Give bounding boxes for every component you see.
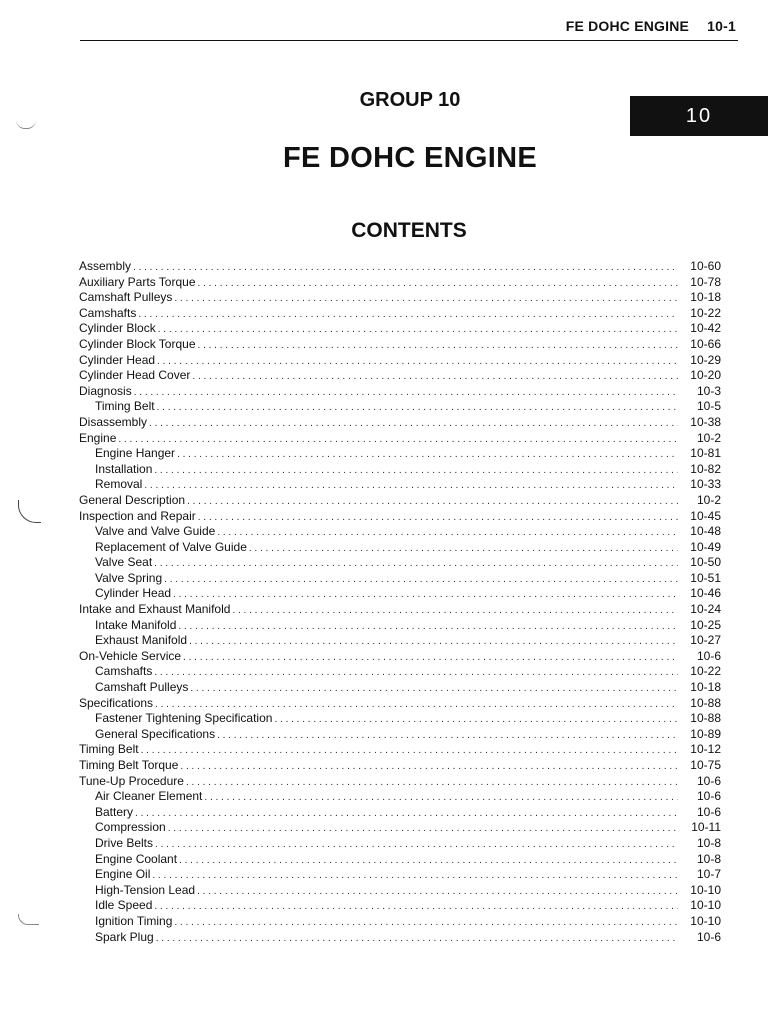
- toc-dot-leader: [183, 650, 678, 666]
- toc-entry-page: 10-10: [690, 898, 721, 913]
- toc-dot-leader: [173, 587, 678, 603]
- toc-entry: [79, 867, 721, 883]
- toc-entry: [79, 306, 721, 322]
- chapter-title: FE DOHC ENGINE: [283, 142, 537, 174]
- toc-entry: [79, 368, 721, 384]
- toc-entry-page: 10-11: [691, 820, 721, 835]
- toc-entry: [79, 337, 721, 353]
- toc-dot-leader: [198, 510, 678, 526]
- toc-entry: [79, 462, 721, 478]
- toc-entry-label: Engine Coolant: [95, 851, 178, 866]
- toc-entry-label: Engine Oil: [95, 867, 151, 882]
- toc-entry-page: 10-5: [696, 399, 721, 414]
- toc-entry: [79, 446, 721, 462]
- toc-dot-leader: [274, 712, 678, 728]
- toc-entry-label: Ignition Timing: [95, 913, 173, 928]
- toc-entry-page: 10-46: [690, 586, 721, 601]
- toc-entry-label: Removal: [95, 477, 143, 492]
- toc-entry: [79, 618, 721, 634]
- toc-entry-page: 10-50: [690, 555, 721, 570]
- toc-dot-leader: [164, 572, 678, 588]
- toc-dot-leader: [157, 400, 678, 416]
- toc-entry-page: 10-2: [696, 430, 721, 445]
- toc-entry-page: 10-49: [690, 539, 721, 554]
- toc-entry-label: Air Cleaner Element: [95, 789, 203, 804]
- toc-entry: [79, 742, 721, 758]
- toc-entry-page: 10-24: [690, 602, 721, 617]
- toc-entry-page: 10-48: [690, 524, 721, 539]
- toc-entry-page: 10-10: [690, 913, 721, 928]
- toc-dot-leader: [232, 603, 678, 619]
- toc-dot-leader: [249, 541, 678, 557]
- toc-entry-page: 10-89: [690, 726, 721, 741]
- toc-entry-label: Drive Belts: [95, 835, 154, 850]
- group-tab-number: 10: [685, 104, 713, 127]
- toc-entry: [79, 680, 721, 696]
- table-of-contents: [79, 259, 721, 945]
- toc-entry-label: Intake and Exhaust Manifold: [79, 602, 231, 617]
- toc-entry-label: On-Vehicle Service: [79, 648, 182, 663]
- toc-entry-page: 10-33: [690, 477, 721, 492]
- toc-dot-leader: [138, 307, 678, 323]
- toc-dot-leader: [179, 853, 678, 869]
- toc-entry-page: 10-6: [696, 773, 721, 788]
- toc-entry: [79, 571, 721, 587]
- toc-entry-page: 10-18: [690, 680, 721, 695]
- toc-entry: [79, 524, 721, 540]
- toc-dot-leader: [198, 276, 679, 292]
- toc-entry-page: 10-6: [696, 648, 721, 663]
- toc-entry-label: Cylinder Head: [95, 586, 172, 601]
- toc-entry-label: Engine: [79, 430, 117, 445]
- toc-entry-label: Compression: [95, 820, 166, 835]
- toc-entry-page: 10-78: [690, 274, 721, 289]
- toc-dot-leader: [155, 697, 678, 713]
- toc-entry: [79, 649, 721, 665]
- toc-entry-label: Exhaust Manifold: [95, 633, 188, 648]
- toc-entry-label: Assembly: [79, 259, 132, 273]
- toc-entry: [79, 711, 721, 727]
- toc-dot-leader: [149, 416, 678, 432]
- toc-entry-label: Inspection and Repair: [79, 508, 196, 523]
- toc-entry-page: 10-2: [696, 492, 721, 507]
- toc-entry: [79, 415, 721, 431]
- toc-entry-page: 10-22: [690, 664, 721, 679]
- toc-dot-leader: [154, 899, 678, 915]
- toc-dot-leader: [135, 806, 678, 822]
- toc-entry-label: Fastener Tightening Specification: [95, 711, 273, 726]
- toc-entry-label: Camshafts: [79, 305, 137, 320]
- toc-dot-leader: [198, 338, 678, 354]
- toc-entry-page: 10-29: [690, 352, 721, 367]
- toc-entry: [79, 509, 721, 525]
- toc-entry-label: Battery: [95, 804, 134, 819]
- group-tab: [630, 96, 768, 136]
- toc-entry-label: Idle Speed: [95, 898, 153, 913]
- toc-dot-leader: [154, 463, 678, 479]
- toc-entry-label: Installation: [95, 461, 153, 476]
- toc-dot-leader: [134, 385, 678, 401]
- toc-dot-leader: [177, 447, 678, 463]
- toc-entry-page: 10-88: [690, 695, 721, 710]
- toc-entry-label: Timing Belt: [95, 399, 155, 414]
- toc-entry-page: 10-45: [690, 508, 721, 523]
- toc-entry-page: 10-60: [690, 259, 721, 273]
- toc-entry: [79, 836, 721, 852]
- running-header-title: FE DOHC ENGINE: [565, 18, 690, 34]
- toc-dot-leader: [186, 775, 678, 791]
- toc-entry-page: 10-8: [696, 851, 721, 866]
- toc-entry: [79, 930, 721, 946]
- toc-dot-leader: [187, 494, 678, 510]
- toc-entry: [79, 789, 721, 805]
- running-header-page-number: 10-1: [707, 18, 736, 34]
- toc-entry: [79, 540, 721, 556]
- toc-dot-leader: [204, 790, 678, 806]
- toc-dot-leader: [217, 728, 678, 744]
- toc-entry-label: Valve and Valve Guide: [95, 524, 216, 539]
- toc-entry-label: Specifications: [79, 695, 154, 710]
- toc-dot-leader: [141, 743, 678, 759]
- contents-heading: CONTENTS: [351, 219, 467, 242]
- toc-entry-label: Tune-Up Procedure: [79, 773, 184, 788]
- toc-entry-label: Camshafts: [95, 664, 153, 679]
- toc-entry: [79, 727, 721, 743]
- toc-entry: [79, 384, 721, 400]
- toc-dot-leader: [178, 619, 678, 635]
- toc-entry-page: 10-51: [690, 570, 721, 585]
- toc-entry-page: 10-22: [690, 305, 721, 320]
- toc-dot-leader: [197, 884, 678, 900]
- toc-entry-page: 10-6: [696, 929, 721, 944]
- toc-entry-page: 10-42: [690, 321, 721, 336]
- scan-mark: [18, 914, 39, 925]
- toc-entry-page: 10-10: [690, 882, 721, 897]
- running-header: [566, 18, 736, 34]
- group-label: GROUP 10: [359, 89, 461, 111]
- toc-entry: [79, 852, 721, 868]
- toc-entry-label: General Specifications: [95, 726, 216, 741]
- toc-entry-label: Valve Seat: [95, 555, 153, 570]
- toc-entry-page: 10-8: [696, 835, 721, 850]
- toc-entry-label: Diagnosis: [79, 383, 132, 398]
- toc-entry-label: Timing Belt: [79, 742, 139, 757]
- toc-entry-label: High-Tension Lead: [95, 882, 196, 897]
- toc-dot-leader: [174, 291, 678, 307]
- toc-dot-leader: [189, 634, 678, 650]
- toc-entry: [79, 321, 721, 337]
- toc-entry: [79, 898, 721, 914]
- toc-dot-leader: [133, 260, 678, 276]
- toc-dot-leader: [158, 322, 678, 338]
- toc-entry: [79, 805, 721, 821]
- toc-entry: [79, 493, 721, 509]
- toc-entry: [79, 290, 721, 306]
- scan-mark: [18, 500, 41, 523]
- toc-entry-label: Auxiliary Parts Torque: [79, 274, 196, 289]
- toc-dot-leader: [118, 432, 678, 448]
- toc-entry: [79, 774, 721, 790]
- toc-entry: [79, 914, 721, 930]
- toc-entry-page: 10-6: [696, 789, 721, 804]
- toc-entry: [79, 602, 721, 618]
- toc-entry-page: 10-7: [696, 867, 721, 882]
- toc-entry-label: Engine Hanger: [95, 446, 176, 461]
- toc-entry-label: Cylinder Head Cover: [79, 368, 191, 383]
- toc-dot-leader: [155, 837, 678, 853]
- toc-dot-leader: [217, 525, 678, 541]
- toc-dot-leader: [174, 915, 678, 931]
- toc-dot-leader: [154, 556, 678, 572]
- toc-entry-page: 10-6: [696, 804, 721, 819]
- toc-entry: [79, 758, 721, 774]
- toc-entry-page: 10-75: [690, 758, 721, 772]
- toc-entry-label: Timing Belt Torque: [79, 758, 179, 772]
- toc-entry-label: Camshaft Pulleys: [79, 290, 173, 305]
- toc-dot-leader: [190, 681, 678, 697]
- toc-entry-label: Replacement of Valve Guide: [95, 539, 247, 554]
- toc-dot-leader: [152, 868, 678, 884]
- toc-entry-label: Cylinder Block Torque: [79, 336, 196, 351]
- toc-entry-label: General Description: [79, 492, 186, 507]
- toc-dot-leader: [192, 369, 678, 385]
- toc-entry-page: 10-88: [690, 711, 721, 726]
- toc-entry-page: 10-27: [690, 633, 721, 648]
- toc-entry: [79, 555, 721, 571]
- toc-dot-leader: [168, 821, 678, 837]
- toc-dot-leader: [180, 759, 678, 775]
- toc-dot-leader: [156, 931, 678, 947]
- scan-mark: [16, 120, 36, 129]
- toc-entry-page: 10-12: [690, 742, 721, 757]
- toc-entry-label: Cylinder Head: [79, 352, 156, 367]
- toc-entry: [79, 820, 721, 836]
- header-rule: [80, 40, 738, 41]
- toc-entry-label: Camshaft Pulleys: [95, 680, 189, 695]
- toc-dot-leader: [144, 478, 678, 494]
- toc-entry-label: Disassembly: [79, 414, 148, 429]
- toc-entry-label: Spark Plug: [95, 929, 154, 944]
- toc-entry-page: 10-81: [690, 446, 721, 461]
- toc-dot-leader: [154, 665, 678, 681]
- toc-entry-page: 10-18: [690, 290, 721, 305]
- toc-entry: [79, 399, 721, 415]
- toc-entry-page: 10-25: [690, 617, 721, 632]
- toc-entry-page: 10-82: [690, 461, 721, 476]
- toc-entry: [79, 586, 721, 602]
- toc-entry-page: 10-66: [690, 336, 721, 351]
- toc-dot-leader: [157, 354, 678, 370]
- toc-entry: [79, 883, 721, 899]
- toc-entry: [79, 633, 721, 649]
- toc-entry: [79, 477, 721, 493]
- toc-entry-page: 10-3: [696, 383, 721, 398]
- toc-entry: [79, 353, 721, 369]
- toc-entry: [79, 696, 721, 712]
- toc-entry-label: Intake Manifold: [95, 617, 177, 632]
- toc-entry: [79, 664, 721, 680]
- toc-entry-page: 10-38: [690, 414, 721, 429]
- toc-entry: [79, 275, 721, 291]
- toc-entry-label: Cylinder Block: [79, 321, 156, 336]
- toc-entry: [79, 259, 721, 275]
- toc-entry-label: Valve Spring: [95, 570, 163, 585]
- toc-entry-page: 10-20: [690, 368, 721, 383]
- toc-entry: [79, 431, 721, 447]
